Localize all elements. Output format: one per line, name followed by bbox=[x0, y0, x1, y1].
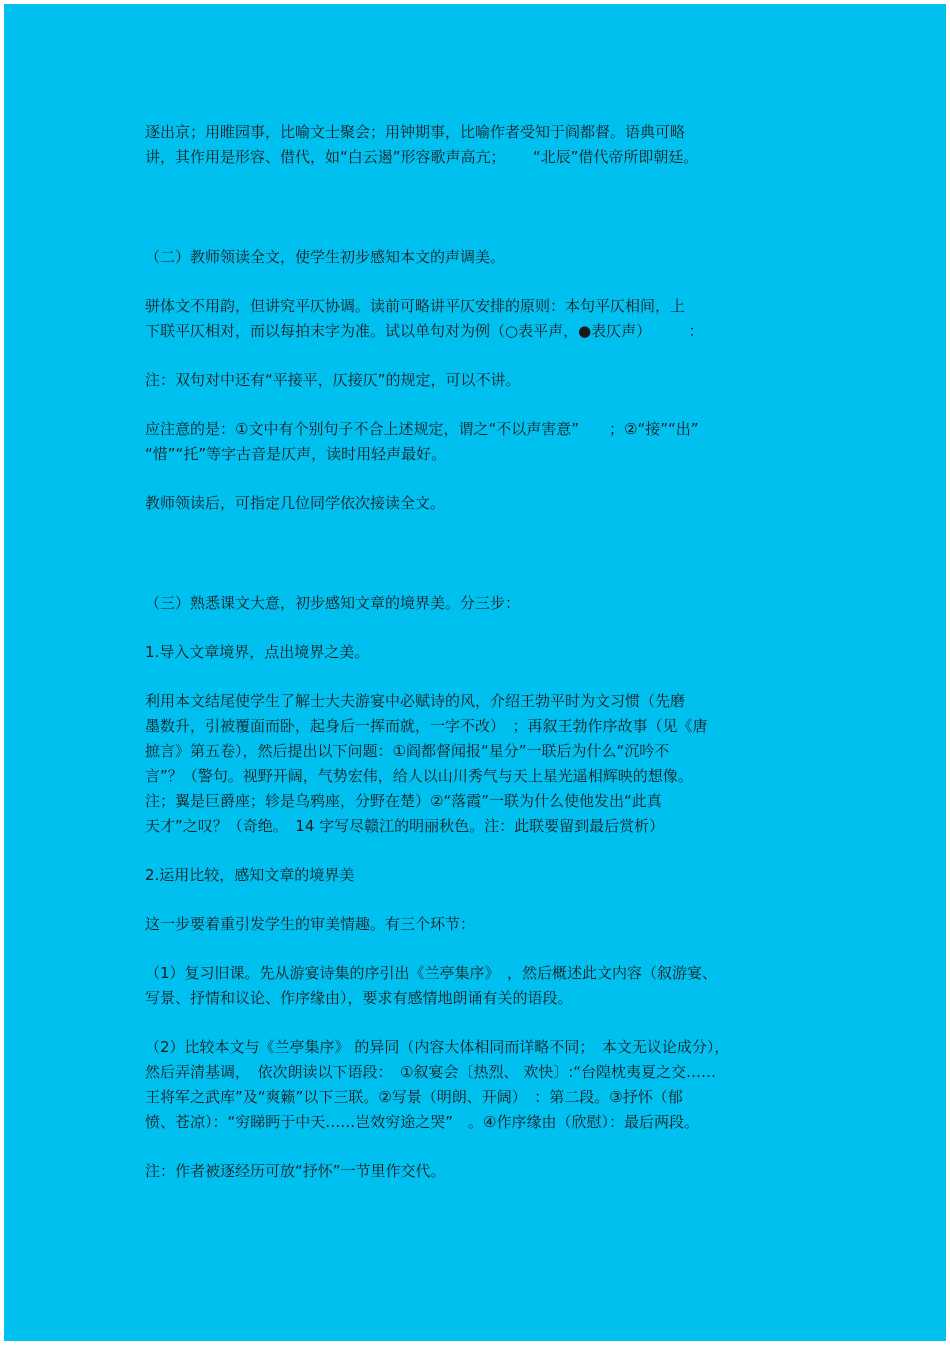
paragraph-allusion bbox=[145, 120, 825, 170]
text-line: 1.导入文章境界，点出境界之美。 bbox=[145, 643, 370, 661]
text-line: 下联平仄相对，而以每拍末字为准。试以单句对为例（○表平声，●表仄声） ： bbox=[145, 322, 704, 340]
section-heading-2 bbox=[145, 245, 825, 270]
text-line: 愤、苍凉）：“穷睇眄于中天……岂效穷途之哭” 。④作序缘由（欣慰）：最后两段。 bbox=[145, 1113, 699, 1131]
paragraph-note-2 bbox=[145, 1159, 825, 1184]
paragraph-attention bbox=[145, 417, 825, 467]
paragraph-compare bbox=[145, 1035, 825, 1135]
text-line: （三）熟悉课文大意，初步感知文章的境界美。分三步： bbox=[145, 594, 521, 612]
document-body bbox=[145, 120, 825, 1184]
document-page bbox=[4, 4, 946, 1341]
text-line: （2）比较本文与《兰亭集序》 的异同（内容大体相同而详略不同； 本文无议论成分）， bbox=[145, 1038, 730, 1056]
text-line: 摭言》第五卷），然后提出以下问题：①阎都督闻报“星分”一联后为什么“沉吟不 bbox=[145, 742, 670, 760]
paragraph-tonal bbox=[145, 294, 825, 344]
paragraph-introduction bbox=[145, 689, 825, 839]
text-line: 利用本文结尾使学生了解士大夫游宴中必赋诗的风，介绍王勃平时为文习惯（先磨 bbox=[145, 692, 686, 710]
text-line: 然后弄清基调， 依次朗读以下语段： ①叙宴会〔热烈、 欢快〕:“台隍枕夷夏之交…… bbox=[145, 1063, 717, 1081]
text-line: “惜”“托”等字古音是仄声，读时用轻声最好。 bbox=[145, 445, 447, 463]
text-line: （1）复习旧课。先从游宴诗集的序引出《兰亭集序》 ，然后概述此文内容（叙游宴、 bbox=[145, 964, 718, 982]
text-line: 注：作者被逐经历可放“抒怀”一节里作交代。 bbox=[145, 1162, 446, 1180]
text-line: （二）教师领读全文，使学生初步感知本文的声调美。 bbox=[145, 248, 506, 266]
text-line: 天才”之叹？（奇绝。 14 字写尽赣江的明丽秋色。注：此联要留到最后赏析） bbox=[145, 817, 665, 835]
text-line: 这一步要着重引发学生的审美情趣。有三个环节： bbox=[145, 915, 476, 933]
text-line: 写景、抒情和议论、作序缘由），要求有感情地朗诵有关的语段。 bbox=[145, 989, 573, 1007]
text-line: 王将军之武库”及“爽籁”以下三联。②写景（明朗、开阔） ：第二段。③抒怀（郁 bbox=[145, 1088, 683, 1106]
text-line: 讲，其作用是形容、借代，如“白云遏”形容歌声高亢； “北辰”借代帝所即朝廷。 bbox=[145, 148, 699, 166]
text-line: 2.运用比较，感知文章的境界美 bbox=[145, 866, 355, 884]
text-line: 逐出京；用睢园事，比喻文士聚会；用钟期事，比喻作者受知于阎都督。语典可略 bbox=[145, 123, 686, 141]
step-heading-1 bbox=[145, 640, 825, 665]
step-heading-2 bbox=[145, 863, 825, 888]
text-line: 注；翼是巨爵座；轸是乌鸦座，分野在楚）②“落霞”一联为什么使他发出“此真 bbox=[145, 792, 662, 810]
text-line: 注：双句对中还有“平接平，仄接仄”的规定，可以不讲。 bbox=[145, 371, 521, 389]
section-heading-3 bbox=[145, 591, 825, 616]
text-line: 骈体文不用韵，但讲究平仄协调。读前可略讲平仄安排的原则：本句平仄相间，上 bbox=[145, 297, 686, 315]
paragraph-aesthetic bbox=[145, 912, 825, 937]
paragraph-note-1 bbox=[145, 368, 825, 393]
paragraph-review bbox=[145, 961, 825, 1011]
text-line: 应注意的是：①文中有个别句子不合上述规定，谓之“不以声害意” ；②“接”“出” bbox=[145, 420, 699, 438]
text-line: 言”？（警句。视野开阔，气势宏伟，给人以山川秀气与天上星光遥相辉映的想像。 bbox=[145, 767, 693, 785]
text-line: 教师领读后，可指定几位同学依次接读全文。 bbox=[145, 494, 446, 512]
paragraph-reading bbox=[145, 491, 825, 516]
text-line: 墨数升，引被覆面而卧，起身后一挥而就，一字不改） ；再叙王勃作序故事（见《唐 bbox=[145, 717, 708, 735]
